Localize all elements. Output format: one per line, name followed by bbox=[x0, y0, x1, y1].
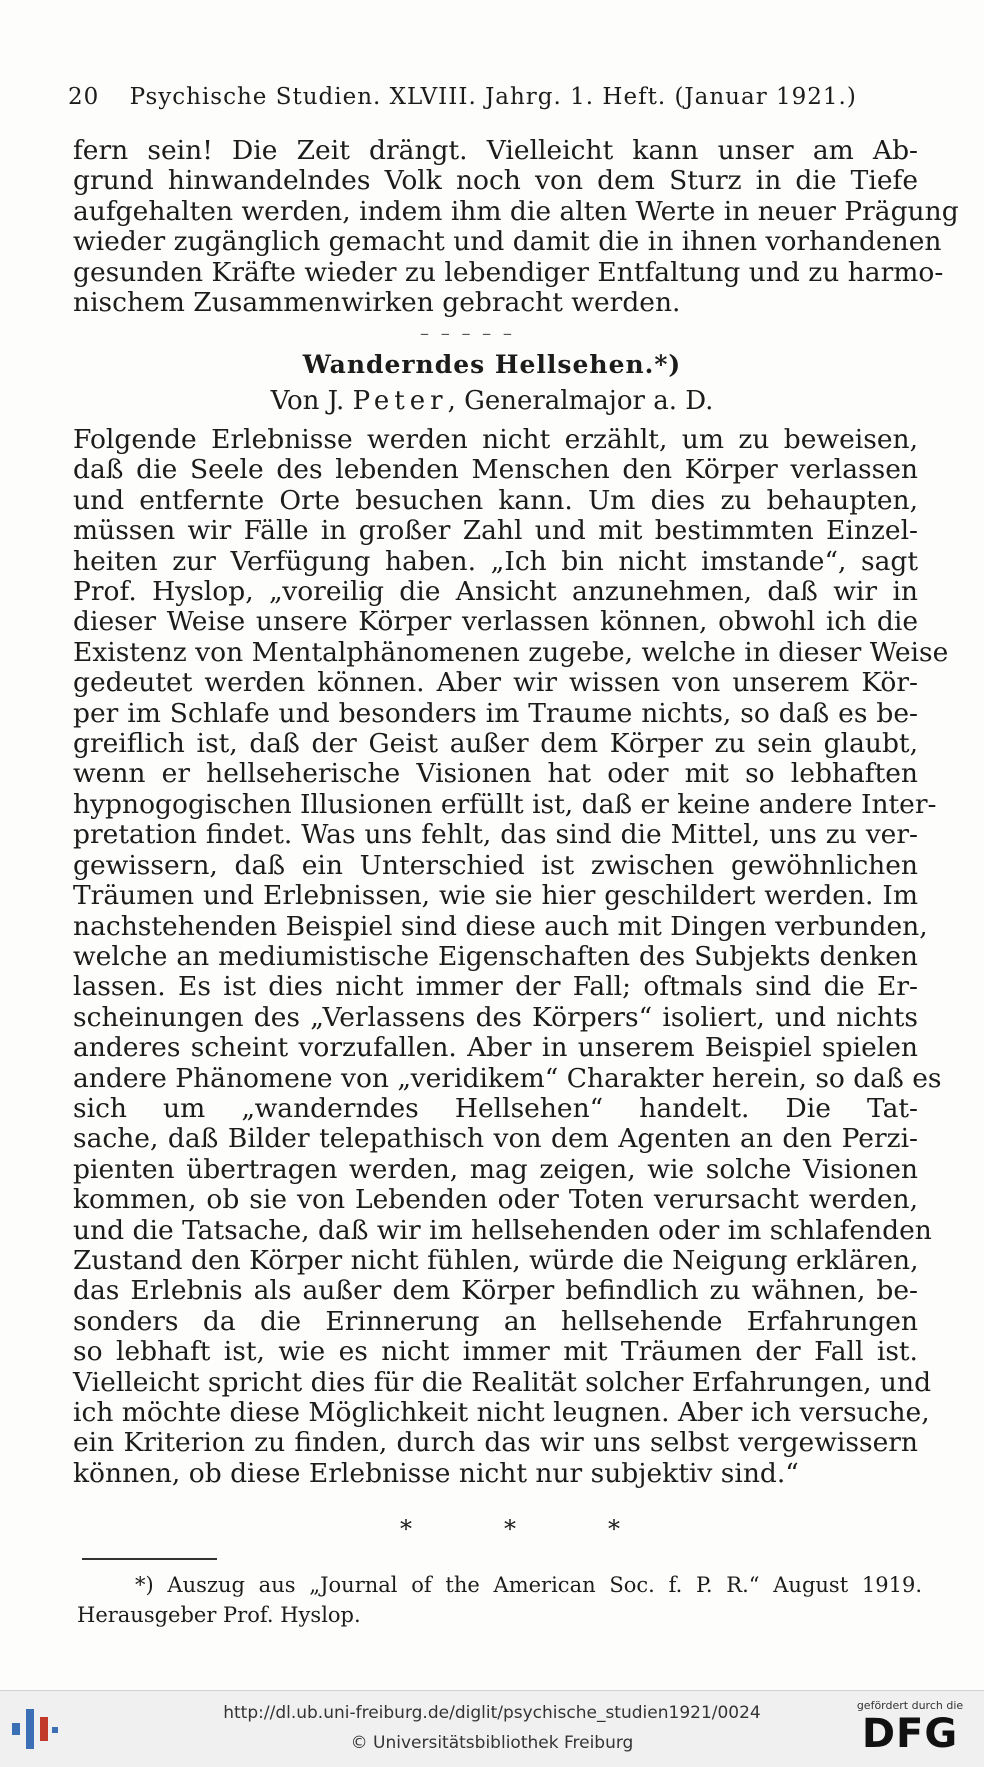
star: * bbox=[504, 1515, 516, 1543]
text-line: nischem Zusammenwirken gebracht werden. bbox=[73, 287, 681, 319]
paragraph-continuation bbox=[73, 135, 959, 319]
text-line: Vielleicht spricht dies für die Realität solcher Erfahrungen, und bbox=[73, 1366, 932, 1398]
text-line: können, ob diese Erlebnisse nicht nur subjektiv sind.“ bbox=[73, 1457, 799, 1489]
text-line: das Erlebnis als außer dem Körper befindlich zu wähnen, be- bbox=[73, 1275, 918, 1307]
text-line: greiflich ist, daß der Geist außer dem Körper zu sein glaubt, bbox=[73, 728, 918, 760]
text-line: heiten zur Verfügung haben. „Ich bin nicht imstande“, sagt bbox=[73, 545, 918, 577]
footnote-line: Herausgeber Prof. Hyslop. bbox=[77, 1603, 361, 1627]
text-line: Prof. Hyslop, „voreilig die Ansicht anzunehmen, daß wir in bbox=[73, 576, 918, 608]
text-line: welche an mediumistische Eigenschaften des Subjekts denken bbox=[73, 940, 918, 972]
page-number: 20 bbox=[68, 84, 100, 110]
text-line: nachstehenden Beispiel sind diese auch mit Dingen verbunden, bbox=[73, 910, 928, 942]
section-separator: – – – – – bbox=[420, 323, 515, 344]
byline-suffix: , Generalmajor a. D. bbox=[447, 386, 714, 416]
text-line: gewissern, daß ein Unterschied ist zwischen gewöhnlichen bbox=[73, 849, 918, 881]
dfg-wordmark: DFG bbox=[861, 1711, 959, 1757]
article-body bbox=[73, 424, 949, 1489]
text-line: Zustand den Körper nicht fühlen, würde die Neigung erklären, bbox=[73, 1244, 919, 1276]
text-line: wieder zugänglich gemacht und damit die in ihnen vorhandenen bbox=[73, 226, 942, 258]
text-line: andere Phänomene von „veridikem“ Charakter herein, so daß es bbox=[73, 1062, 942, 1094]
permalink-url[interactable]: http://dl.ub.uni-freiburg.de/diglit/psychische_studien1921/0024 bbox=[223, 1703, 761, 1723]
section-stars bbox=[400, 1515, 620, 1543]
text-line: sich um „wanderndes Hellsehen“ handelt. Die Tat- bbox=[73, 1092, 918, 1124]
star: * bbox=[400, 1515, 412, 1543]
dfg-caption: gefördert durch die bbox=[856, 1699, 964, 1712]
text-line: Existenz von Mentalphänomenen zugebe, welche in dieser Weise bbox=[73, 636, 949, 668]
text-line: fern sein! Die Zeit drängt. Vielleicht kann unser am Ab- bbox=[73, 135, 918, 166]
author-name: Peter bbox=[352, 386, 448, 416]
text-line: gesunden Kräfte wieder zu lebendiger Entfaltung und zu harmo- bbox=[73, 256, 944, 288]
text-line: und entfernte Orte besuchen kann. Um dies zu behaupten, bbox=[73, 484, 918, 516]
text-line: ein Kriterion zu finden, durch das wir uns selbst vergewissern bbox=[73, 1427, 918, 1459]
star: * bbox=[608, 1515, 620, 1543]
running-header bbox=[68, 84, 868, 110]
footnote-rule bbox=[82, 1558, 217, 1560]
text-line: ich möchte diese Möglichkeit nicht leugnen. Aber ich versuche, bbox=[73, 1397, 930, 1428]
footnote bbox=[77, 1570, 922, 1630]
text-line: kommen, ob sie von Lebenden oder Toten verursacht werden, bbox=[73, 1184, 918, 1216]
text-line: Folgende Erlebnisse werden nicht erzählt, um zu beweisen, bbox=[73, 424, 918, 455]
text-line: dieser Weise unsere Körper verlassen können, obwohl ich die bbox=[73, 606, 918, 638]
text-line: und die Tatsache, daß wir im hellsehenden oder im schlafenden bbox=[73, 1214, 932, 1246]
dfg-logo bbox=[850, 1699, 970, 1756]
text-line: so lebhaft ist, wie es nicht immer mit Träumen der Fall ist. bbox=[73, 1336, 918, 1368]
text-line: per im Schlafe und besonders im Traume nichts, so daß es be- bbox=[73, 697, 918, 729]
text-line: sonders da die Erinnerung an hellsehende Erfahrungen bbox=[73, 1305, 918, 1337]
text-line: scheinungen des „Verlassens des Körpers“ isoliert, und nichts bbox=[73, 1001, 918, 1033]
text-line: grund hinwandelndes Volk noch von dem Sturz in die Tiefe bbox=[73, 165, 918, 197]
viewer-footer bbox=[0, 1690, 984, 1767]
text-line: pretation findet. Was uns fehlt, das sind die Mittel, uns zu ver- bbox=[73, 819, 918, 851]
text-line: hypnogogischen Illusionen erfüllt ist, daß er keine andere Inter- bbox=[73, 788, 937, 820]
byline-prefix: Von J. bbox=[270, 386, 353, 416]
copyright-notice: © Universitätsbibliothek Freiburg bbox=[350, 1733, 634, 1753]
text-line: müssen wir Fälle in großer Zahl und mit bestimmten Einzel- bbox=[73, 515, 918, 547]
text-line: gedeutet werden können. Aber wir wissen von unserem Kör- bbox=[73, 667, 918, 699]
text-line: daß die Seele des lebenden Menschen den Körper verlassen bbox=[73, 454, 918, 486]
footnote-line: *) Auszug aus „Journal of the American Soc. f. P. R.“ August 1919. bbox=[135, 1573, 922, 1597]
article-byline bbox=[0, 386, 984, 416]
text-line: aufgehalten werden, indem ihm die alten Werte in neuer Prägung bbox=[73, 195, 959, 227]
running-title: Psychische Studien. XLVIII. Jahrg. 1. Heft. (Januar 1921.) bbox=[129, 84, 857, 110]
text-line: lassen. Es ist dies nicht immer der Fall; oftmals sind die Er- bbox=[73, 971, 918, 1003]
text-line: wenn er hellseherische Visionen hat oder mit so lebhaften bbox=[73, 758, 918, 790]
text-line: pienten übertragen werden, mag zeigen, wie solche Visionen bbox=[73, 1153, 918, 1185]
text-line: Träumen und Erlebnissen, wie sie hier geschildert werden. Im bbox=[73, 880, 918, 912]
text-line: anderes scheint vorzufallen. Aber in unserem Beispiel spielen bbox=[73, 1032, 918, 1064]
article-title: Wanderndes Hellsehen.*) bbox=[302, 350, 682, 379]
text-line: sache, daß Bilder telepathisch von dem Agenten an den Perzi- bbox=[73, 1123, 918, 1155]
